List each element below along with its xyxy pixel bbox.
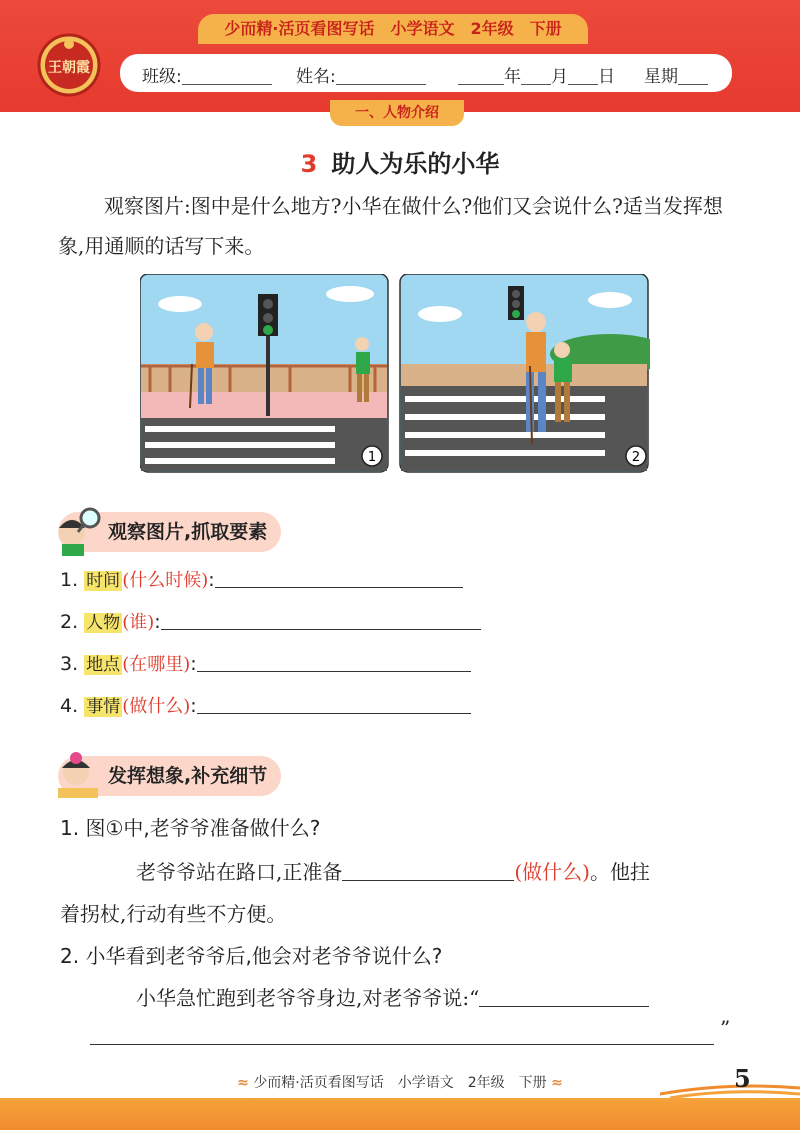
- date-field[interactable]: 年 月 日: [458, 62, 615, 87]
- lesson-number: 3: [300, 150, 318, 178]
- element-place: 3. 地点 (在哪里):: [60, 650, 471, 676]
- magnifier-kid-icon: [52, 504, 106, 558]
- closing-quote: ”: [720, 1016, 731, 1040]
- publisher-logo: [24, 32, 114, 98]
- question-2: 2. 小华看到老爷爷后,他会对老爷爷说什么?: [60, 944, 443, 968]
- element-key: 地点: [86, 655, 121, 675]
- question-1-line-2: 着拐杖,行动有些不方便。: [60, 902, 287, 926]
- element-time: 1. 时间 (什么时候):: [60, 566, 463, 592]
- element-key: 时间: [86, 571, 121, 591]
- weekday-field[interactable]: 星期: [644, 62, 708, 87]
- lesson-intro: 观察图片:图中是什么地方?小华在做什么?他们又会说什么?适当发挥想象,用通顺的话写下来。: [58, 194, 723, 258]
- lesson-title: [0, 144, 800, 179]
- page-footer: ≈ 少而精·活页看图写话 小学语文 2年级 下册 ≈: [237, 1075, 563, 1091]
- picture-2: [400, 274, 650, 472]
- section-tab: 一、人物介绍: [330, 100, 464, 126]
- footer-bar: [0, 1098, 800, 1130]
- series-title: 少而精·活页看图写话 小学语文 2年级 下册: [198, 14, 588, 44]
- answer-blank-person[interactable]: [161, 610, 481, 630]
- question-2-line-1: 小华急忙跑到老爷爷身边,对老爷爷说:“: [136, 982, 649, 1011]
- footer-swoosh-decoration: [660, 1080, 800, 1100]
- section-tag-observe: 观察图片,抓取要素: [58, 512, 281, 552]
- name-field[interactable]: 姓名:: [296, 62, 426, 87]
- element-event: 4. 事情 (做什么):: [60, 692, 471, 718]
- element-key: 事情: [86, 697, 121, 717]
- page-number: 5: [734, 1064, 751, 1093]
- thinking-kid-icon: [52, 748, 106, 802]
- student-info-card: [120, 54, 732, 92]
- element-person: 2. 人物 (谁):: [60, 608, 481, 634]
- answer-blank-event[interactable]: [197, 694, 471, 714]
- answer-blank-place[interactable]: [197, 652, 471, 672]
- picture-2-badge: 2: [631, 450, 641, 465]
- lesson-name: 助人为乐的小华: [331, 150, 500, 178]
- page-header: [0, 0, 800, 121]
- question-1: 1. 图①中,老爷爷准备做什么?: [60, 816, 321, 840]
- svg-text:王朝霞: 王朝霞: [48, 60, 90, 76]
- picture-1: [140, 274, 388, 472]
- class-field[interactable]: 班级:: [142, 62, 272, 87]
- story-pictures: [140, 274, 650, 474]
- question-1-line-1: 老爷爷站在路口,正准备 (做什么)。他拄: [136, 860, 650, 884]
- answer-line-speech-2[interactable]: [90, 1044, 714, 1045]
- picture-1-badge: 1: [367, 450, 377, 465]
- element-key: 人物: [86, 613, 121, 633]
- answer-blank-speech[interactable]: [479, 987, 649, 1007]
- answer-blank-plan[interactable]: [342, 861, 514, 881]
- answer-blank-time[interactable]: [215, 568, 463, 588]
- section-tag-imagine: 发挥想象,补充细节: [58, 756, 281, 796]
